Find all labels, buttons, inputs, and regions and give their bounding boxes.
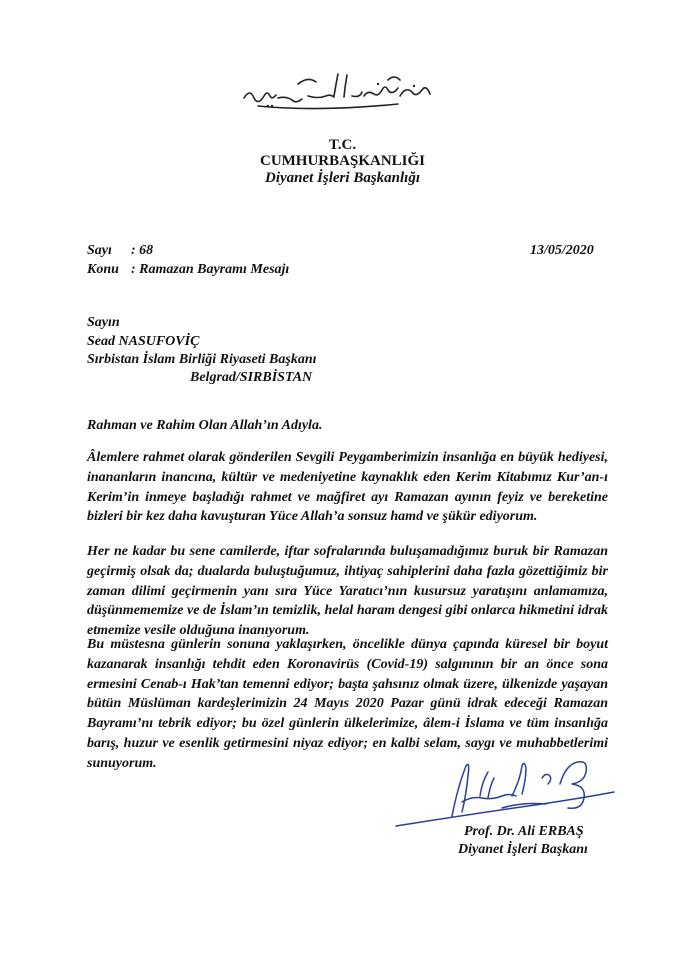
letter-date: 13/05/2020 [530,243,594,258]
addressee-location: Belgrad/SIRBİSTAN [190,370,313,385]
subject-label: Konu [87,262,119,277]
addressee-name: Sead NASUFOVİÇ [87,334,200,349]
body-paragraph-2: Her ne kadar bu sene camilerde, iftar sofralarında buluşamadığımız buruk bir Ramazan geçirmiş olsak da; dualarda buluştuğumuz, ihtiyaç sahiplerini daha fazla gözettiğimiz bir zaman dilimi geçirmenin yanı sıra Yüce Yaratıcı’nın kusursuz yaratışını anlamamıza, düşünmememize ve de İslam’ın temizlik, helal haram dengesi gibi onlarca hikmetini idrak etmemize vesile olduğuna inanıyorum. [87,544,608,639]
handwritten-signature [392,756,622,828]
addressee-position: Sırbistan İslam Birliği Riyaseti Başkanı [87,352,317,367]
letterhead-institution: CUMHURBAŞKANLIĞI [259,153,425,169]
signatory-title: Diyanet İşleri Başkanı [458,842,588,857]
reference-number-value: : 68 [131,243,154,258]
reference-number-label: Sayı [87,243,112,258]
signatory-name: Prof. Dr. Ali ERBAŞ [464,824,584,839]
basmala-calligraphy [238,66,438,118]
letterhead-department: Diyanet İşleri Başkanlığı [264,170,421,186]
body-paragraph-3: Bu müstesna günlerin sonuna yaklaşırken, öncelikle dünya çapında küresel bir boyut kazanarak insanlığı tehdit eden Koronavirüs (Covid-19) salgınının bir an önce sona ermesini Cenab-ı Hak’tan temenni ediyor; başta şahsınız olmak üzere, ülkenizde yaşayan bütün Müslüman kardeşlerimizin 24 Mayıs 2020 Pazar günü idrak edeceği Ramazan Bayramı’nı tebrik ediyor; bu özel günlerin ülkelerimize, âlem-i İslama ve tüm insanlığa barış, huzur ve esenlik getirmesini niyaz ediyor; en kalbi selam, saygı ve muhabbetlerimi sunuyorum. [87,637,608,771]
body-paragraph-1: Âlemlere rahmet olarak gönderilen Sevgili Peygamberimizin insanlığa en büyük hediyesi, inananların inancına, kültür ve medeniyetine kaynaklık eden Kerim Kitabımız Kur’an-ı Kerim’in inmeye başladığı rahmet ve mağfiret ayı Ramazan ayının feyiz ve bereketine bizleri bir kez daha kavuşturan Yüce Allah’a sonsuz hamd ve şükür ediyorum. [87,450,608,525]
subject-row [87,262,289,278]
addressee-salutation: Sayın [87,315,120,330]
subject-value: : Ramazan Bayramı Mesajı [131,262,290,277]
letterhead-tc: T.C. [328,137,357,153]
opening-greeting: Rahman ve Rahim Olan Allah’ın Adıyla. [87,418,323,433]
reference-number-row [87,243,153,259]
